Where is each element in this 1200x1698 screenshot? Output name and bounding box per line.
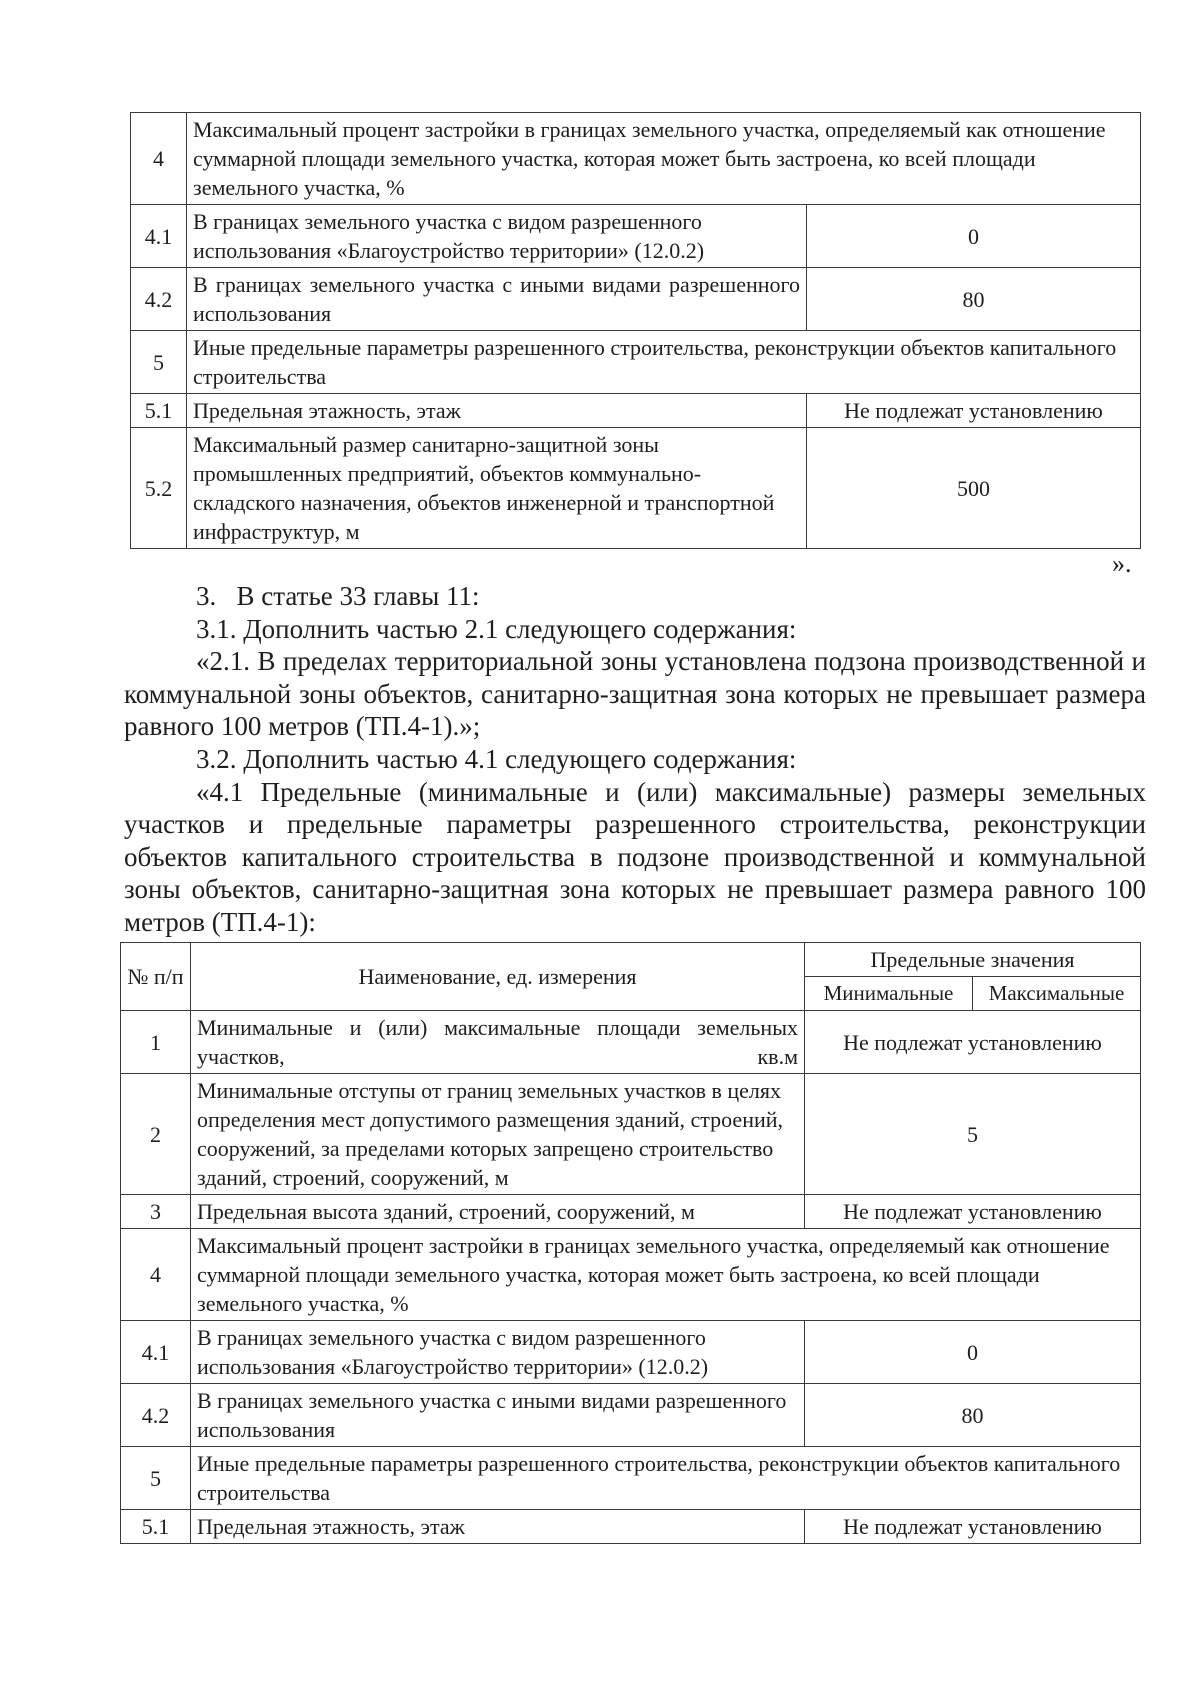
row-value: 80 xyxy=(805,1384,1141,1447)
table-row xyxy=(121,1074,1141,1195)
row-value: 500 xyxy=(807,428,1141,549)
row-value: 5 xyxy=(805,1074,1141,1195)
row-value: Не подлежат установлению xyxy=(805,1195,1141,1229)
table-row xyxy=(121,1011,1141,1074)
table-row xyxy=(121,1321,1141,1384)
row-value: Не подлежат установлению xyxy=(807,394,1141,428)
row-number: 2 xyxy=(121,1074,191,1195)
table-row xyxy=(121,1384,1141,1447)
row-text: В границах земельного участка с видом разрешенного использования «Благоустройство территории» (12.0.2) xyxy=(191,1321,805,1384)
table-row xyxy=(121,1510,1141,1544)
row-value: Не подлежат установлению xyxy=(805,1011,1141,1074)
row-value: 0 xyxy=(805,1321,1141,1384)
row-number: 5 xyxy=(121,1447,191,1510)
table-row xyxy=(131,428,1141,549)
row-value: Не подлежат установлению xyxy=(805,1510,1141,1544)
header-min: Минимальные xyxy=(805,977,973,1011)
row-text: Максимальный процент застройки в границах земельного участка, определяемый как отношение суммарной площади земельного участка, которая может быть застроена, ко всей площади земельного участка, % xyxy=(191,1229,1141,1321)
row-number: 4.2 xyxy=(121,1384,191,1447)
row-value: 80 xyxy=(807,268,1141,331)
row-text: Иные предельные параметры разрешенного строительства, реконструкции объектов капитального строительства xyxy=(187,331,1141,394)
table-header-row xyxy=(121,943,1141,977)
row-text: В границах земельного участка с иными видами разрешенного использования xyxy=(191,1384,805,1447)
row-text: В границах земельного участка с видом разрешенного использования «Благоустройство территории» (12.0.2) xyxy=(187,205,807,268)
closing-quote: ». xyxy=(1112,549,1132,578)
table-row xyxy=(131,331,1141,394)
table-row xyxy=(131,205,1141,268)
row-number: 3 xyxy=(121,1195,191,1229)
table-row xyxy=(121,1447,1141,1510)
row-value: 0 xyxy=(807,205,1141,268)
parameters-table-continued xyxy=(130,112,1141,549)
table-row xyxy=(131,394,1141,428)
paragraph-quote-4-1: «4.1 Предельные (минимальные и (или) максимальные) размеры земельных участков и предельные параметры разрешенного строительства, реконструкции объектов капитального строительства в подзоне производственной и коммунальной зоны объектов, санитарно-защитная зона которых не превышает размера равного 100 метров (ТП.4-1): xyxy=(124,776,1146,937)
row-text: Предельная этажность, этаж xyxy=(187,394,807,428)
paragraph-item-3-2: 3.2. Дополнить частью 4.1 следующего содержания: xyxy=(196,743,797,774)
row-number: 4 xyxy=(121,1229,191,1321)
table-row xyxy=(121,1195,1141,1229)
row-text: Максимальный процент застройки в границах земельного участка, определяемый как отношение суммарной площади земельного участка, которая может быть застроена, ко всей площади земельного участка, % xyxy=(187,113,1141,205)
row-number: 4 xyxy=(131,113,187,205)
row-text: Предельная этажность, этаж xyxy=(191,1510,805,1544)
row-text: Минимальные и (или) максимальные площади земельных участков, кв.м xyxy=(191,1011,805,1074)
row-number: 4.1 xyxy=(131,205,187,268)
table-row xyxy=(131,113,1141,205)
paragraph-item-3-1: 3.1. Дополнить частью 2.1 следующего содержания: xyxy=(196,613,797,644)
row-number: 4.2 xyxy=(131,268,187,331)
table-row xyxy=(131,268,1141,331)
paragraph-quote-2-1: «2.1. В пределах территориальной зоны установлена подзона производственной и коммунальной зоны объектов, санитарно-защитная зона которых не превышает размера равного 100 метров (ТП.4-1).»; xyxy=(124,646,1146,742)
row-text: Максимальный размер санитарно-защитной зоны промышленных предприятий, объектов коммунально-складского назначения, объектов инженерной и транспортной инфраструктур, м xyxy=(187,428,807,549)
row-number: 5.1 xyxy=(131,394,187,428)
row-text: Предельная высота зданий, строений, сооружений, м xyxy=(191,1195,805,1229)
row-number: 5 xyxy=(131,331,187,394)
table-row xyxy=(121,1229,1141,1321)
header-name: Наименование, ед. измерения xyxy=(191,943,805,1011)
row-number: 4.1 xyxy=(121,1321,191,1384)
row-text: В границах земельного участка с иными видами разрешенного использования xyxy=(187,268,807,331)
body-text xyxy=(124,580,1146,939)
row-text: Минимальные отступы от границ земельных участков в целях определения мест допустимого размещения зданий, строений, сооружений, за пределами которых запрещено строительство зданий, строений, сооружений, м xyxy=(191,1074,805,1195)
header-limits: Предельные значения xyxy=(805,943,1141,977)
row-text: Иные предельные параметры разрешенного строительства, реконструкции объектов капитального строительства xyxy=(191,1447,1141,1510)
parameters-table-tp41 xyxy=(120,942,1141,1544)
header-max: Максимальные xyxy=(973,977,1141,1011)
paragraph-item-3: 3. В статье 33 главы 11: xyxy=(196,581,480,611)
row-number: 1 xyxy=(121,1011,191,1074)
row-number: 5.2 xyxy=(131,428,187,549)
header-number: № п/п xyxy=(121,943,191,1011)
row-number: 5.1 xyxy=(121,1510,191,1544)
